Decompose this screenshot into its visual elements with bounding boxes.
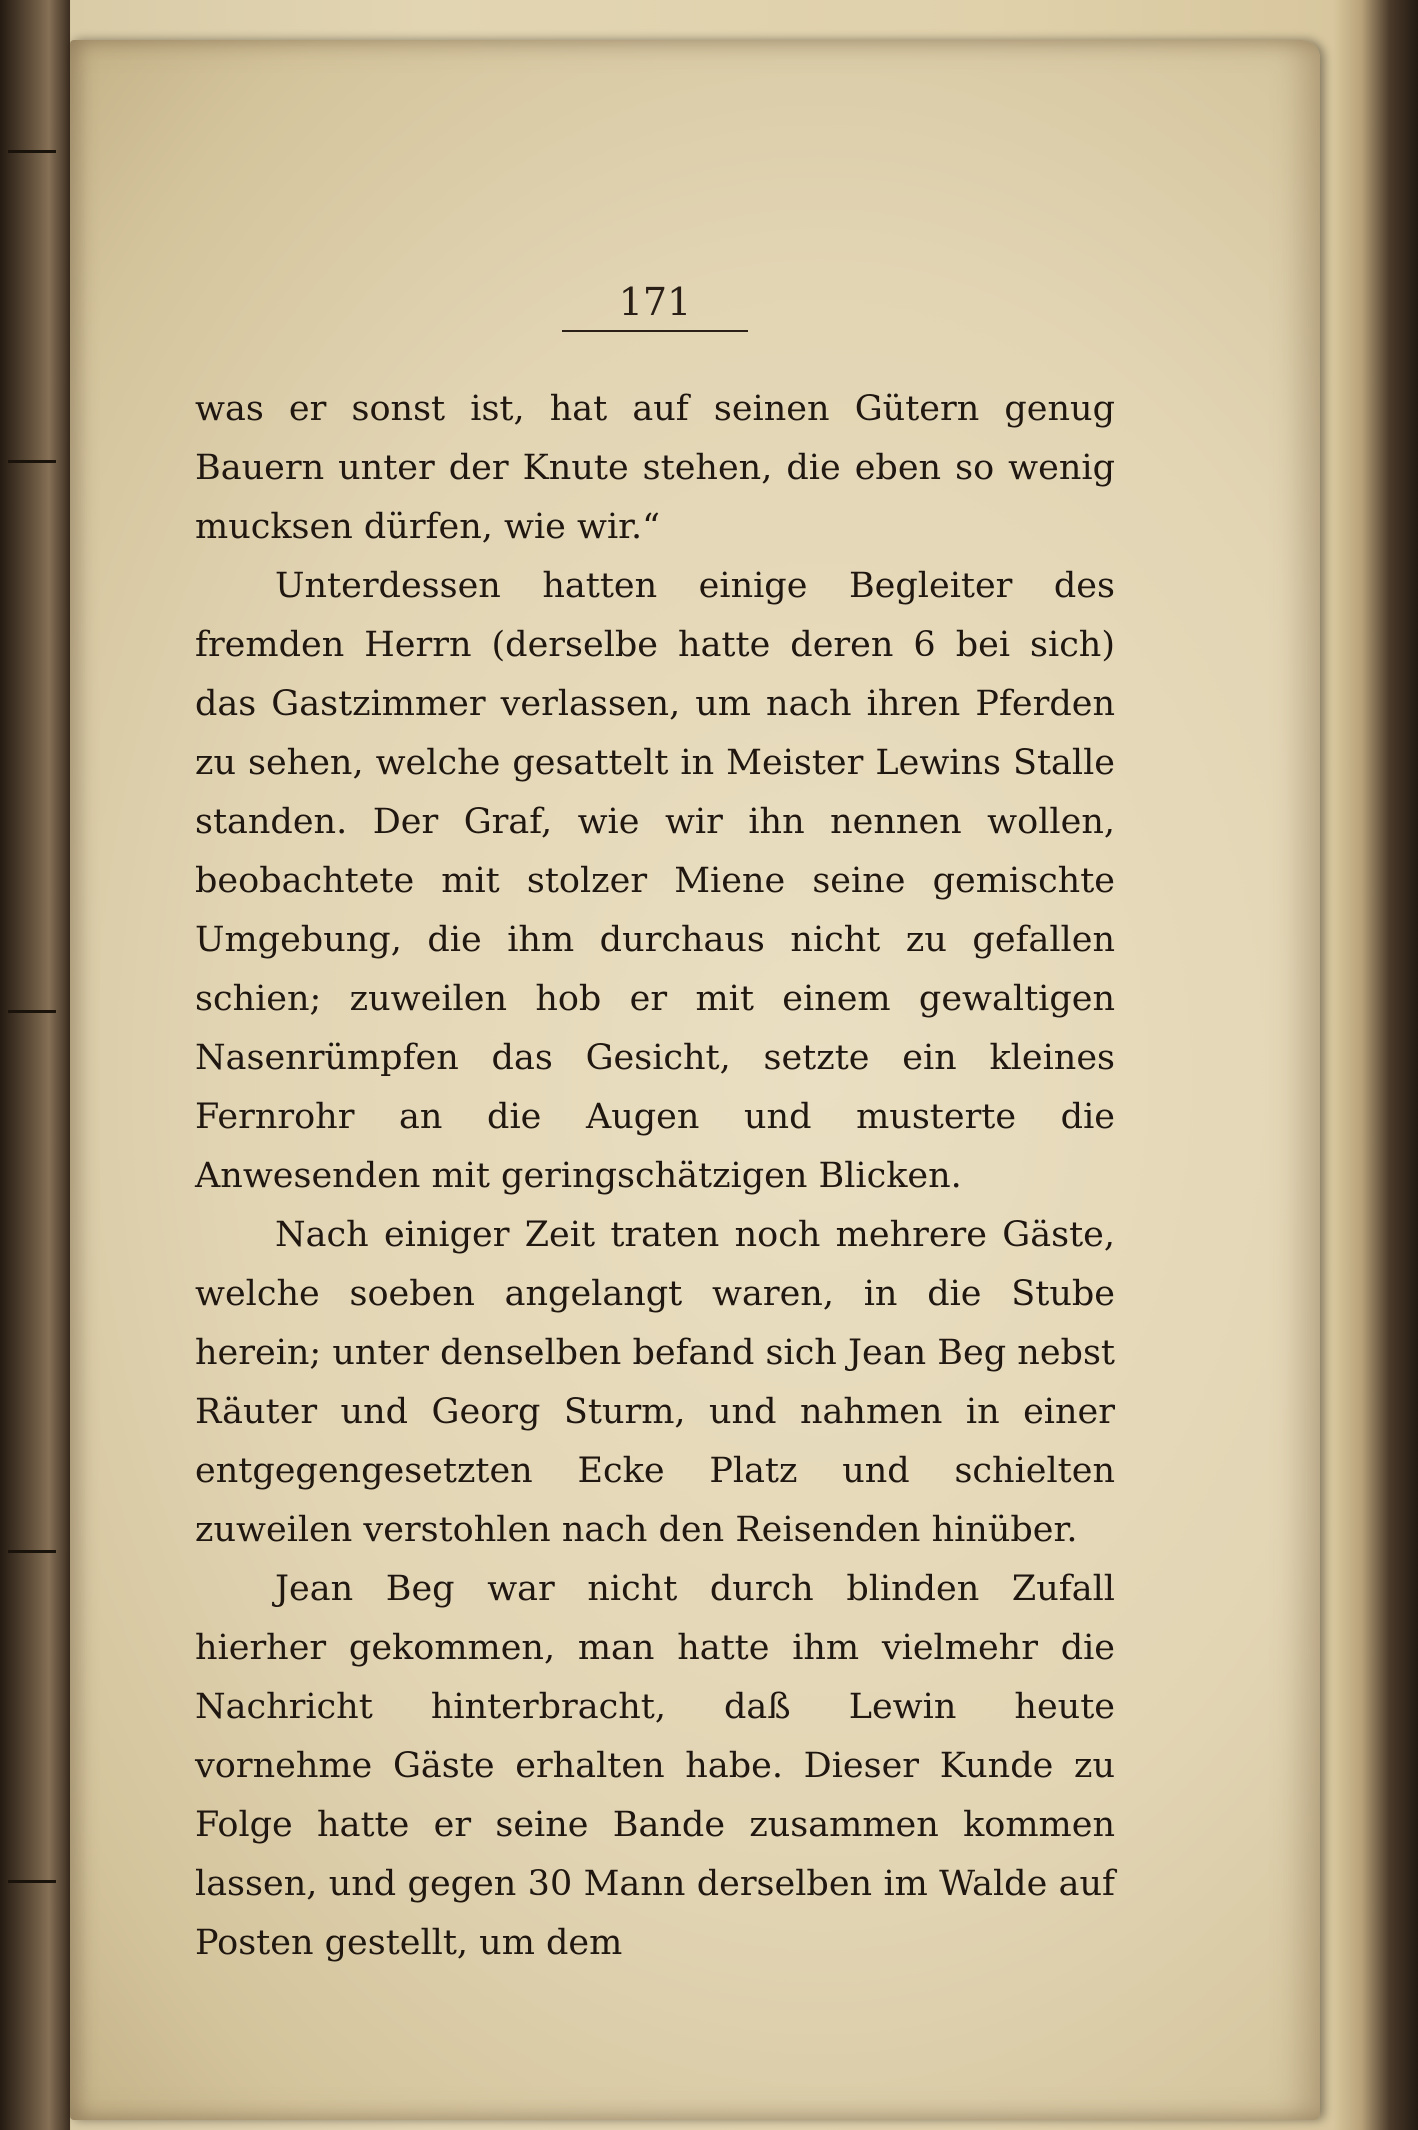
binding-thread [8,150,56,153]
book-binding [0,0,70,2130]
binding-thread [8,1880,56,1883]
binding-thread [8,1550,56,1553]
binding-thread [8,1010,56,1013]
paragraph: Jean Beg war nicht durch blinden Zufall hierher gekommen, man hatte ihm vielmehr die Nachricht hinterbracht, daß Lewin heute vornehme Gäste erhalten habe. Dieser Kunde zu Folge hatte er seine Bande zusammen kommen lassen, und gegen 30 Mann derselben im Walde auf Posten gestellt, um dem [195,1569,1115,1963]
paragraph: Nach einiger Zeit traten noch mehrere Gäste, welche soeben angelangt waren, in die Stube herein; unter denselben befand sich Jean Beg nebst Räuter und Georg Sturm, und nahmen in einer entgegengesetzten Ecke Platz und schielten zuweilen verstohlen nach den Reisenden hinüber. [195,1215,1115,1550]
page-number-rule [562,330,748,332]
page-body-text [195,380,1115,1973]
page-number: 171 [618,280,692,324]
paragraph: was er sonst ist, hat auf seinen Gütern genug Bauern unter der Knute stehen, die eben so wenig mucksen dürfen, wie wir.“ [195,389,1115,547]
paragraph: Unterdessen hatten einige Begleiter des fremden Herrn (derselbe hatte deren 6 bei sich) das Gastzimmer verlassen, um nach ihren Pferden zu sehen, welche gesattelt in Meister Lewins Stalle standen. Der Graf, wie wir ihn nennen wollen, beobachtete mit stolzer Miene seine gemischte Umgebung, die ihm durchaus nicht zu gefallen schien; zuweilen hob er mit einem gewaltigen Nasenrümpfen das Gesicht, setzte ein kleines Fernrohr an die Augen und musterte die Anwesenden mit geringschätzigen Blicken. [195,566,1115,1196]
binding-thread [8,460,56,463]
